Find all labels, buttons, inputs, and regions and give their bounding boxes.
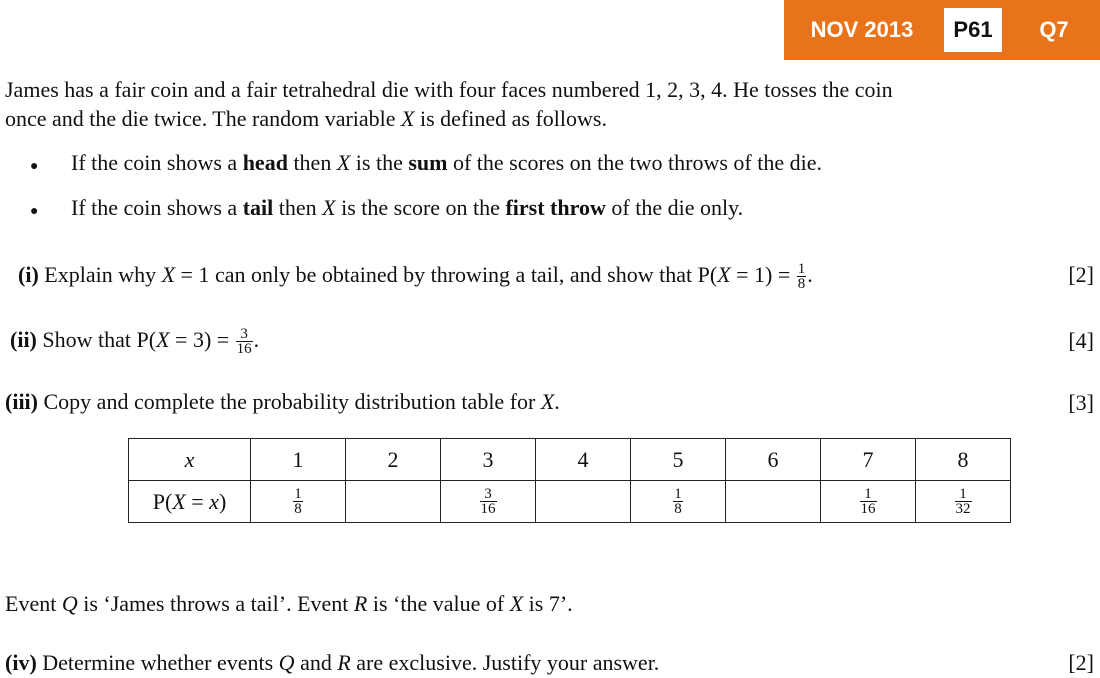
table-cell-prob-empty[interactable] [726, 481, 821, 523]
question-label: (ii) [10, 327, 37, 352]
table-cell-prob-empty[interactable] [536, 481, 631, 523]
bullet-icon: ● [30, 159, 39, 174]
fraction: $\frac{3}{16}$ [236, 326, 252, 358]
bullet-tail [30, 195, 38, 225]
table-cell-value: 6 [726, 439, 821, 481]
marks-iv: [2] [1068, 650, 1094, 675]
marks-ii: [4] [1068, 328, 1094, 353]
header-badge [784, 0, 1100, 60]
table-row-x [129, 439, 1011, 481]
table-cell-value: 2 [346, 439, 441, 481]
badge-question: Q7 [1039, 17, 1069, 42]
badge-session: NOV 2013 [810, 17, 914, 42]
table-cell-value: 4 [536, 439, 631, 481]
events-definition: Event Q is ‘James throws a tail’. Event R is ‘the value of X is 7’. [5, 591, 573, 616]
table-row-prob [129, 481, 1011, 523]
question-label: (i) [18, 262, 39, 287]
question-iii: (iii) Copy and complete the probability distribution table for X. [5, 389, 560, 414]
intro-line-2: once and the die twice. The random variable X is defined as follows. [5, 106, 607, 131]
probability-distribution-table [128, 438, 1011, 523]
question-ii: (ii) Show that P(X = 3) = $\frac{3}{16}$ . [10, 326, 260, 358]
table-cell-value: 3 [441, 439, 536, 481]
marks-iii: [3] [1068, 390, 1094, 415]
table-cell-prob: $\frac{1}{32}$ [916, 481, 1011, 523]
question-label: (iv) [5, 650, 37, 675]
question-i: (i) Explain why X = 1 can only be obtained by throwing a tail, and show that P(X = 1) = $\frac{1}{8}$ . [18, 261, 813, 293]
bullet-icon: ● [30, 204, 39, 219]
table-cell-value: 8 [916, 439, 1011, 481]
table-cell-value: 1 [251, 439, 346, 481]
marks-i: [2] [1068, 262, 1094, 287]
table-cell-value: 7 [821, 439, 916, 481]
table-cell-prob: $\frac{1}{8}$ [631, 481, 726, 523]
table-cell-prob: $\frac{1}{8}$ [251, 481, 346, 523]
intro-line-1: James has a fair coin and a fair tetrahedral die with four faces numbered 1, 2, 3, 4. He tosses the coin [5, 77, 893, 102]
bullet-tail-text: If the coin shows a tail then X is the score on the first throw of the die only. [71, 195, 744, 220]
fraction: $\frac{1}{8}$ [797, 261, 806, 293]
table-cell-prob: $\frac{3}{16}$ [441, 481, 536, 523]
table-cell-value: 5 [631, 439, 726, 481]
table-header-x: x [129, 439, 251, 481]
question-label: (iii) [5, 389, 38, 414]
question-iv: (iv) Determine whether events Q and R are exclusive. Justify your answer. [5, 650, 660, 675]
bullet-head-text: If the coin shows a head then X is the sum of the scores on the two throws of the die. [71, 150, 822, 175]
table-header-prob: P(X = x) [129, 481, 251, 523]
table-cell-prob: $\frac{1}{16}$ [821, 481, 916, 523]
bullet-head [30, 150, 38, 180]
table-cell-prob-empty[interactable] [346, 481, 441, 523]
badge-paper: P61 [944, 8, 1002, 52]
